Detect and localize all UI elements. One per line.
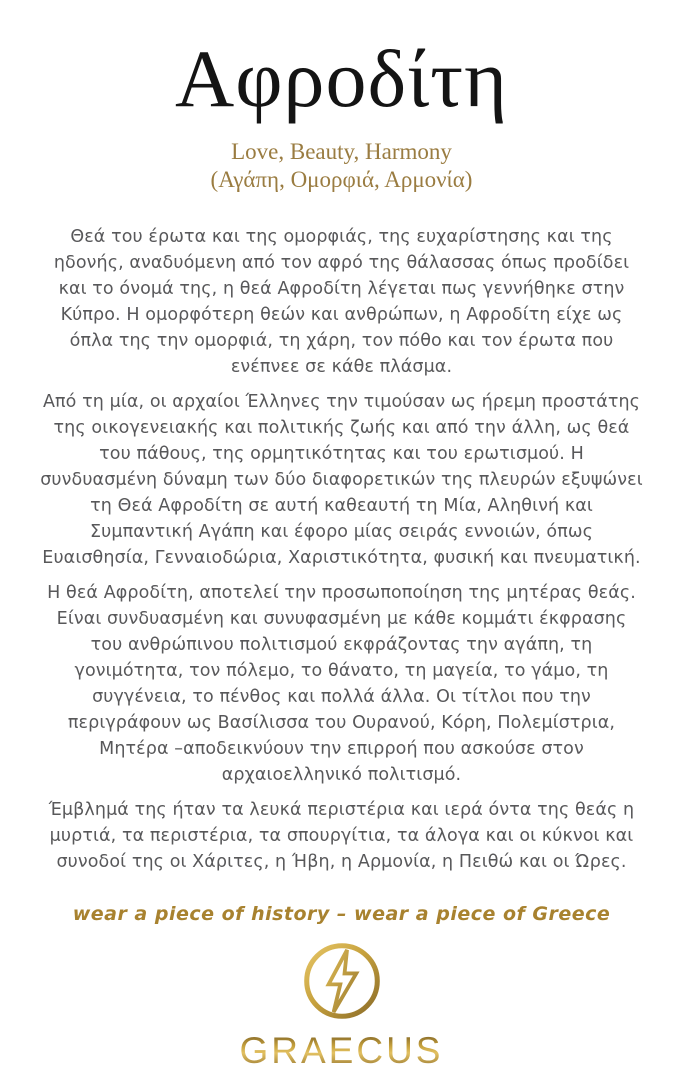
lightning-bolt-circle-icon (300, 1008, 384, 1027)
page-title: Αφροδίτη (175, 33, 508, 124)
paragraph-symbols: Έμβλημά της ήταν τα λευκά περιστέρια και ιερά όντα της θεάς η μυρτιά, τα περιστέρια, τα σπουργίτια, τα άλογα και οι κύκνοι και συνοδοί της οι Χάριτες, η Ήβη, η Αρμονία, η Πειθώ και οι Ώρες. (48, 800, 635, 872)
paragraph-mother-goddess: Η θεά Αφροδίτη, αποτελεί την προσωποποίηση της μητέρας θεάς. Είναι συνδυασμένη και συνυφασμένη με κάθε κομμάτι έκφρασης του ανθρώπινου πολιτισμού εκφράζοντας την αγάπη, τη γονιμότητα, τον πόλεμο, το θάνατο, τη μαγεία, το γάμο, τη συγγένεια, το πένθος και πολλά άλλα. Οι τίτλοι που την περιγράφουν ως Βασίλισσα του Ουρανού, Κόρη, Πολεμίστρια, Μητέρα –αποδεικνύουν την επιρροή που ασκούσε στον αρχαιοελληνικό πολιτισμό. (47, 583, 636, 785)
paragraph-dual-nature: Από τη μία, οι αρχαίοι Έλληνες την τιμούσαν ως ήρεμη προστάτης της οικογενειακής και πολιτικής ζωής και από την άλλη, ως θεά του πάθους, της ορμητικότητας και του ερωτισμού. Η συνδυασμένη δύναμη των δύο διαφορετικών της πλευρών εξυψώνει τη Θεά Αφροδίτη σε αυτή καθεαυτή τη Μία, Αληθινή και Συμπαντική Αγάπη και έφορο μίας σειράς εννοιών, όπως Ευαισθησία, Γενναιοδώρια, Χαριστικότητα, φυσική και πνευματική. (40, 392, 643, 568)
brand-tagline: wear a piece of history – wear a piece of Greece (72, 903, 611, 925)
brand-logo (0, 939, 683, 1027)
paragraph-origin: Θεά του έρωτα και της ομορφιάς, της ευχαρίστησης και της ηδονής, αναδυόμενη από τον αφρό της θάλασσας όπως προδίδει και το όνομά της, η θεά Αφροδίτη λέγεται πως γεννήθηκε στην Κύπρο. Η ομορφότερη θεών και ανθρώπων, η Αφροδίτη είχε ως όπλα της την ομορφιά, τη χάρη, τον πόθο και τον έρωτα που ενέπνεε σε κάθε πλάσμα. (53, 227, 630, 377)
subtitle (0, 138, 683, 194)
description-text (0, 224, 683, 875)
subtitle-greek: (Αγάπη, Ομορφιά, Αρμονία) (210, 167, 473, 192)
header (0, 0, 683, 194)
subtitle-english: Love, Beauty, Harmony (231, 139, 452, 164)
brand-wordmark: GRAECUS (0, 1031, 683, 1071)
